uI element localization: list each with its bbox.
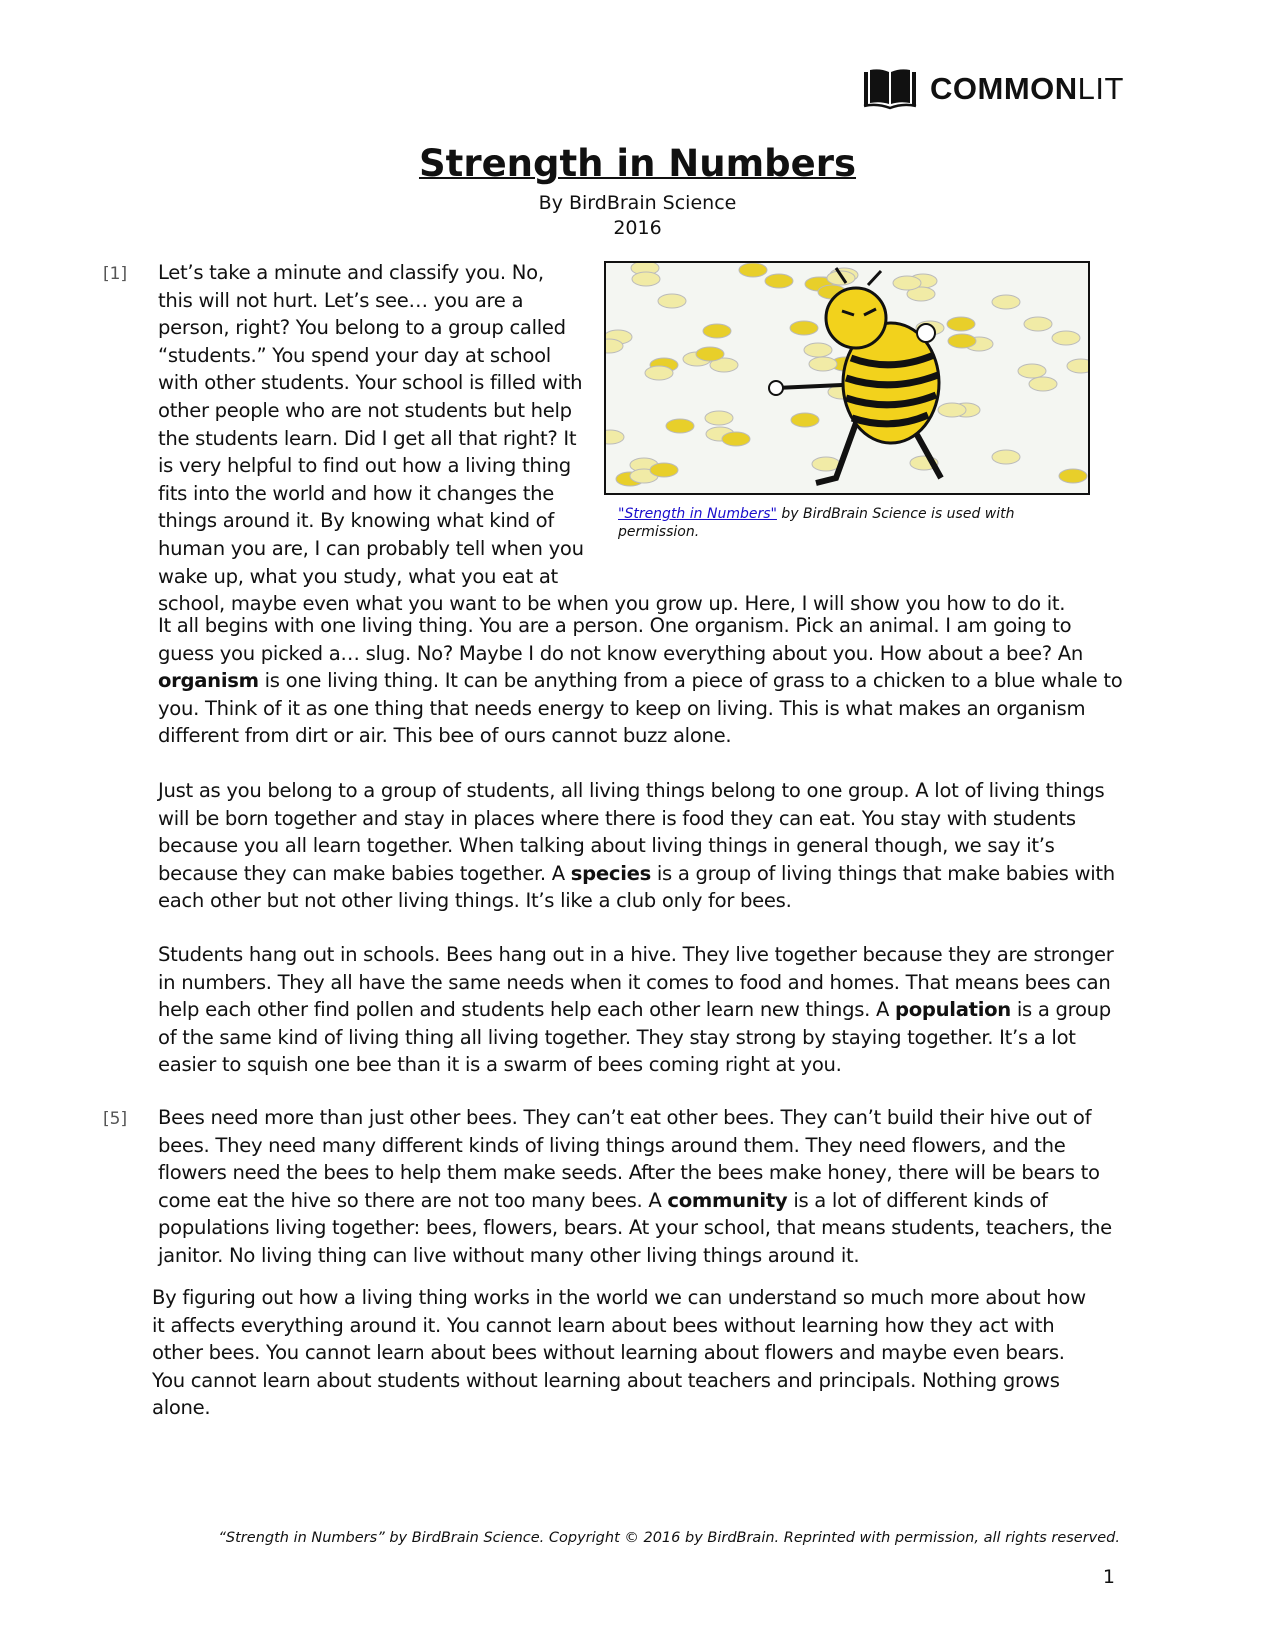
logo-brand-light: LIT bbox=[1077, 71, 1124, 106]
logo-brand-bold: COMMON bbox=[930, 71, 1078, 106]
paragraph: Just as you belong to a group of students, all living things belong to one group. A lot of living things will be born together and stay in places where there is food they can eat. You stay with students because you all learn together. When talking about living things in general though, we say it’s because they can make babies together. A species is a group of living things that make babies with each other but not other living things. It’s like a club only for bees. bbox=[158, 779, 1115, 913]
small-bee bbox=[804, 343, 832, 357]
commonlit-logo bbox=[862, 68, 1124, 110]
figure-caption: "Strength in Numbers" by BirdBrain Science is used with permission. bbox=[618, 506, 1015, 540]
small-bee bbox=[722, 432, 750, 446]
figure bbox=[604, 259, 1092, 571]
small-bee bbox=[948, 334, 976, 348]
vocab-term: population bbox=[895, 998, 1011, 1022]
small-bee bbox=[1018, 364, 1046, 378]
vocab-term: organism bbox=[158, 669, 259, 693]
small-bee bbox=[809, 357, 837, 371]
small-bee bbox=[992, 295, 1020, 309]
small-bee bbox=[696, 347, 724, 361]
year: 2016 bbox=[613, 217, 662, 239]
byline bbox=[0, 191, 1275, 241]
paragraph-number: [1] bbox=[103, 264, 128, 284]
small-bee bbox=[947, 317, 975, 331]
small-bee bbox=[938, 403, 966, 417]
small-bee bbox=[1067, 359, 1088, 373]
small-bee bbox=[658, 294, 686, 308]
page-number: 1 bbox=[1102, 1566, 1115, 1588]
small-bee bbox=[812, 457, 840, 471]
author: By BirdBrain Science bbox=[538, 192, 737, 214]
bee-illustration bbox=[604, 261, 1090, 495]
small-bee bbox=[790, 321, 818, 335]
small-bee bbox=[739, 263, 767, 277]
paragraph: Students hang out in schools. Bees hang out in a hive. They live together because they are stronger in numbers. They all have the same needs when it comes to food and homes. That means bees can help each other find pollen and students help each other learn new things. A population is a group of the same kind of living thing all living together. They stay strong by staying together. It’s a lot easier to squish one bee than it is a swarm of bees coming right at you. bbox=[158, 943, 1114, 1077]
small-bee bbox=[765, 274, 793, 288]
vocab-term: species bbox=[570, 861, 651, 885]
paragraph: By figuring out how a living thing works in the world we can understand so much more about how it affects everything around it. You cannot learn about bees without learning how they act with other bees. You cannot learn about bees without learning about flowers and maybe even bears. You cannot learn about students without learning about teachers and principals. Nothing grows alone. bbox=[152, 1286, 1086, 1420]
vocab-term: community bbox=[667, 1188, 788, 1212]
small-bee bbox=[893, 276, 921, 290]
small-bee bbox=[666, 419, 694, 433]
small-bee bbox=[1024, 317, 1052, 331]
small-bee bbox=[703, 324, 731, 338]
small-bee bbox=[705, 411, 733, 425]
small-bee bbox=[645, 366, 673, 380]
page-title: Strength in Numbers bbox=[418, 142, 857, 185]
bee-swarm-image bbox=[606, 263, 1088, 493]
paragraph-number: [5] bbox=[103, 1109, 128, 1129]
small-bee bbox=[992, 450, 1020, 464]
paragraph: "Strength in Numbers" by BirdBrain Science is used with permission. Let’s take a minute and classify you. No, this will not hurt. Let’s see… you are a person, right? You belong to a group called “students.” You spend your day at school with other students. Your school is filled with other people who are not students but help the students learn. Did I get all that right? It is very helpful to find out how a living thing fits into the world and how it changes the things around it. By knowing what kind of human you are, I can probably tell when you wake up, what you study, what you eat at school, maybe even what you want to be when you grow up. Here, I will show you how to do it. bbox=[158, 259, 1092, 618]
small-bee bbox=[632, 272, 660, 286]
paragraph: It all begins with one living thing. You are a person. One organism. Pick an animal. I am going to guess you picked a… slug. No? Maybe I do not know everything about you. How about a bee? An organism is one living thing. It can be anything from a piece of grass to a chicken to a blue whale to you. Think of it as one thing that needs energy to keep on living. This is what makes an organism different from dirt or air. This bee of ours cannot buzz alone. bbox=[158, 614, 1123, 748]
small-bee bbox=[1052, 331, 1080, 345]
paragraph: Bees need more than just other bees. They can’t eat other bees. They can’t build their hive out of bees. They need many different kinds of living things around them. They need flowers, and the flowers need the bees to help them make seeds. After the bees make honey, there will be bears to come eat the hive so there are not too many bees. A community is a lot of different kinds of populations living together: bees, flowers, bears. At your school, that means students, teachers, the janitor. No living thing can live without many other living things around it. bbox=[158, 1106, 1112, 1267]
copyright-footer: “Strength in Numbers” by BirdBrain Science. Copyright © 2016 by BirdBrain. Reprinted with permission, all rights reserved. bbox=[218, 1530, 1120, 1546]
small-bee bbox=[1059, 469, 1087, 483]
small-bee bbox=[1029, 377, 1057, 391]
small-bee bbox=[650, 463, 678, 477]
small-bee bbox=[791, 413, 819, 427]
source-link[interactable]: "Strength in Numbers" bbox=[618, 506, 777, 522]
open-book-icon bbox=[862, 68, 918, 110]
